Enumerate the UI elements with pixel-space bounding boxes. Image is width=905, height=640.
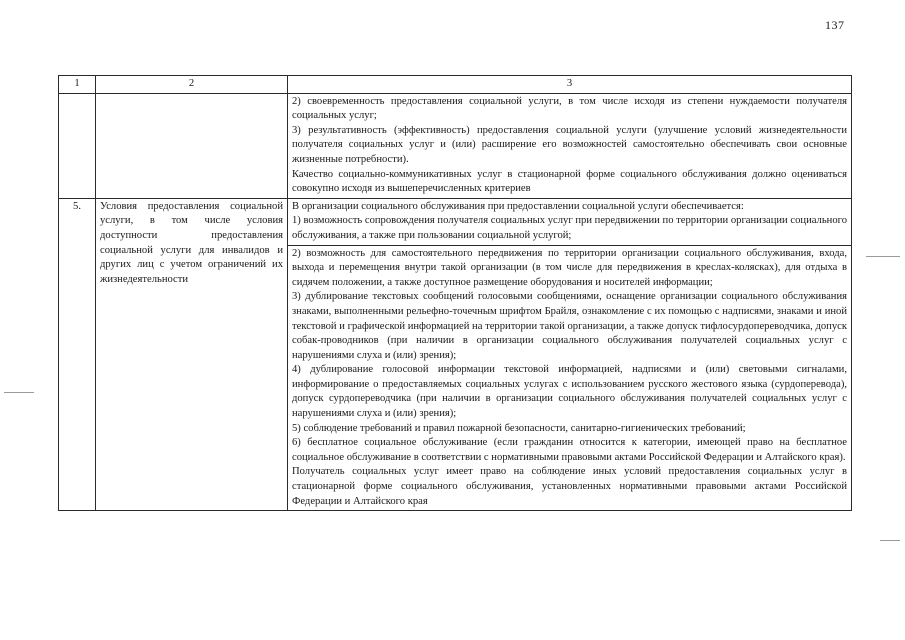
condition-item: 6) бесплатное социальное обслуживание (если гражданин относится к категории, имеющей право на бесплатное социальное обслуживание в соответствии с нормативными правовыми актами Российской Федерации и Алтайского края).	[292, 437, 847, 463]
criterion-3: 3) результативность (эффективность) предоставления социальной услуги (улучшение условий жизнедеятельности получателя социальных услуг и (или) расширение его возможностей самостоятельно обеспечивать свои основные жизненные потребности).	[292, 124, 847, 165]
conditions-cell	[288, 198, 852, 510]
quality-summary: Качество социально-коммуникативных услуг в стационарной форме социального обслуживания должно оцениваться совокупно исходя из вышеперечисленных критериев	[292, 168, 847, 195]
empty-cell	[59, 93, 96, 198]
row-number: 5.	[59, 198, 96, 510]
column-number-1: 1	[59, 76, 96, 94]
left-margin-mark	[4, 392, 34, 393]
table-row-5	[59, 198, 852, 510]
conditions-intro: В организации социального обслуживания при предоставлении социальной услуги обеспечивается:	[292, 200, 744, 212]
right-margin-mark	[866, 256, 900, 257]
right-margin-mark	[880, 540, 900, 541]
column-number-3: 3	[288, 76, 852, 94]
condition-item: 2) возможность для самостоятельного передвижения по территории организации социального обслуживания, входа, выхода и перемещения внутри такой организации (в том числе для передвижения в креслах-колясках), для отдыха в сидячем положении, а также доступное размещение оборудования и носителей информации;	[292, 247, 847, 288]
page-number: 137	[825, 18, 845, 32]
row-title: Условия предоставления социальной услуги, в том числе условия доступности предоставления социальной услуги для инвалидов и других лиц с учетом ограничений их жизнедеятельности	[96, 198, 288, 510]
condition-item: 5) соблюдение требований и правил пожарной безопасности, санитарно-гигиенических требований;	[292, 422, 746, 434]
condition-item: 3) дублирование текстовых сообщений голосовыми сообщениями, оснащение организации социального обслуживания знаками, выполненными рельефно-точечным шрифтом Брайля, ознакомление с их помощью с надписями, знаками и иной текстовой и графической информацией на территории такой организации, а также допуск тифлосурдопереводчика, допуск собак-проводников (при наличии в организации социального обслуживания получателей социальных услуг с нарушениями слуха и (или) зрения);	[292, 291, 847, 361]
condition-item: 1) возможность сопровождения получателя социальных услуг при передвижении по территории организации социального обслуживания, а также при пользовании социальной услугой;	[292, 215, 847, 241]
services-table	[58, 75, 852, 511]
cell-divider	[288, 245, 851, 246]
column-number-2: 2	[96, 76, 288, 94]
continuation-cell	[288, 93, 852, 198]
table-row-continuation	[59, 93, 852, 198]
condition-item: 4) дублирование голосовой информации текстовой информацией, надписями и (или) световыми сигналами, информирование о предоставляемых социальных услугах с использованием русского жестового языка (сурдоперевода), допуск сурдопереводчика (при наличии в организации социального обслуживания получателей социальных услуг с нарушениями слуха и (или) зрения);	[292, 364, 847, 420]
table-header-row	[59, 76, 852, 94]
empty-cell	[96, 93, 288, 198]
criterion-2: 2) своевременность предоставления социальной услуги, в том числе исходя из степени нуждаемости получателя социальных услуг;	[292, 95, 847, 122]
conditions-footer: Получатель социальных услуг имеет право на соблюдение иных условий предоставления социальных услуг в стационарной форме социального обслуживания, установленных нормативными правовыми актами Российской Федерации и Алтайского края	[292, 466, 847, 507]
